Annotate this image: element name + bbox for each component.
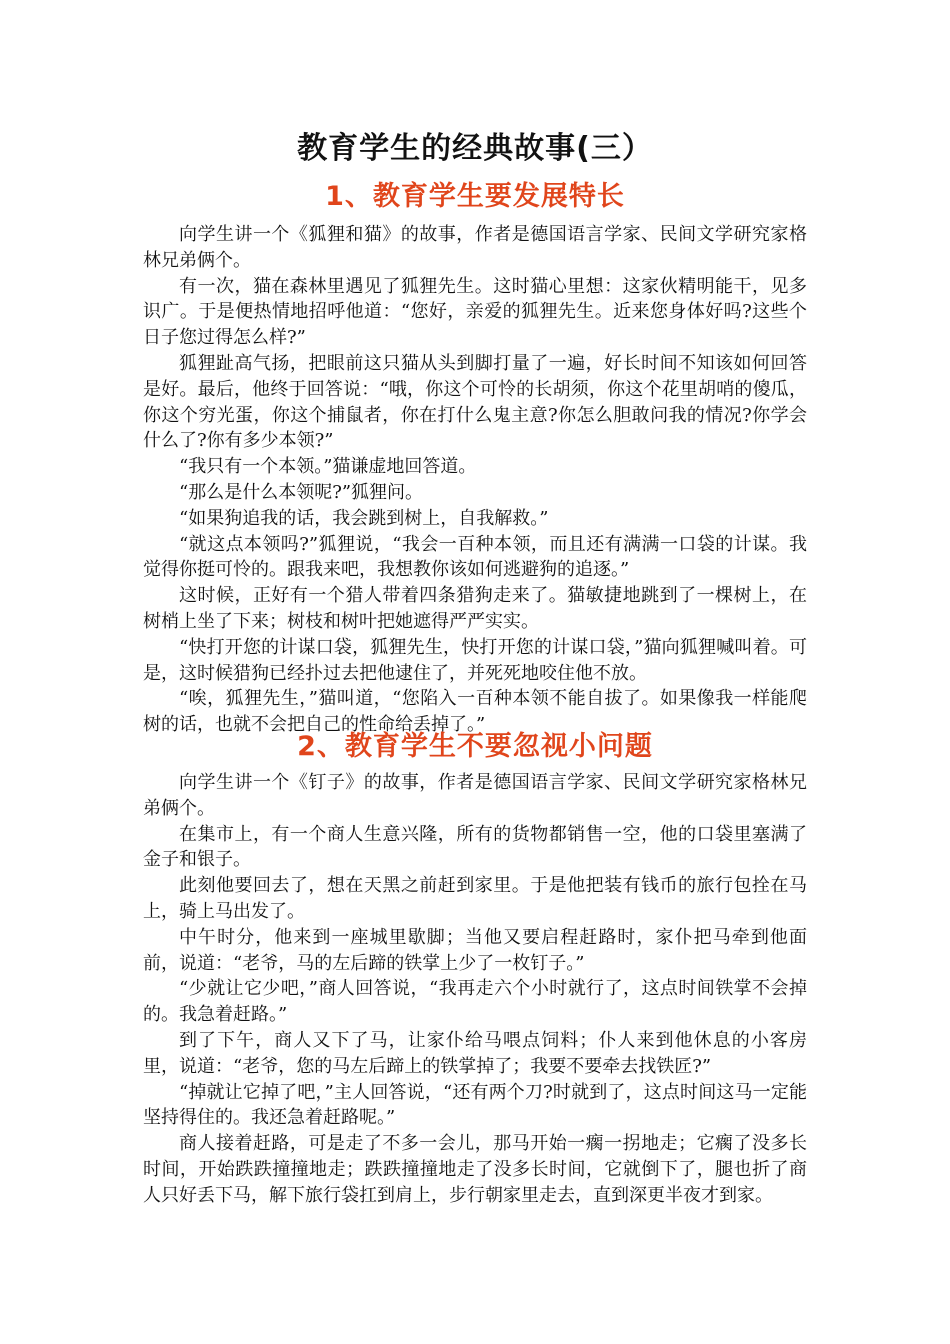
paragraph: “掉就让它掉了吧，”主人回答说，“还有两个刀?时就到了，这点时间这马一定能坚持得住的。我还急着赶路呢。” xyxy=(143,1081,807,1129)
document-title: 教育学生的经典故事(三） xyxy=(297,131,653,166)
section-heading-2: 2、教育学生不要忽视小问题 xyxy=(297,731,653,762)
paragraph: 到了下午，商人又下了马，让家仆给马喂点饲料；仆人来到他休息的小客房里，说道：“老爷，您的马左后蹄上的铁掌掉了；我要不要牵去找铁匠?” xyxy=(143,1029,807,1077)
paragraph: 向学生讲一个《钉子》的故事，作者是德国语言学家、民间文学研究家格林兄弟俩个。 xyxy=(143,772,807,819)
paragraph: “唉，狐狸先生，”猫叫道，“您陷入一百种本领不能自拔了。如果像我一样能爬树的话，也就不会把自己的性命给丢掉了。” xyxy=(143,688,807,736)
paragraph: 狐狸趾高气扬，把眼前这只猫从头到脚打量了一遍，好长时间不知该如何回答是好。最后，他终于回答说：“哦，你这个可怜的长胡须，你这个花里胡哨的傻瓜，你这个穷光蛋，你这个捕鼠者，你在打什么鬼主意?你怎么胆敢问我的情况?你学会什么了?你有多少本领?” xyxy=(143,352,807,452)
paragraph: “那么是什么本领呢?”狐狸问。 xyxy=(179,481,424,503)
paragraph: 有一次，猫在森林里遇见了狐狸先生。这时猫心里想：这家伙精明能干，见多识广。于是便热情地招呼他道：“您好，亲爱的狐狸先生。近来您身体好吗?这些个日子您过得怎么样?” xyxy=(143,275,807,349)
paragraph: “如果狗追我的话，我会跳到树上，自我解救。” xyxy=(179,507,549,529)
paragraph: “就这点本领吗?”狐狸说，“我会一百种本领，而且还有满满一口袋的计谋。我觉得你挺可怜的。跟我来吧，我想教你该如何逃避狗的追逐。” xyxy=(143,533,807,581)
section-heading-1: 1、教育学生要发展特长 xyxy=(325,181,625,212)
paragraph: 此刻他要回去了，想在天黑之前赶到家里。于是他把装有钱币的旅行包拴在马上，骑上马出发了。 xyxy=(143,875,807,922)
paragraph: “快打开您的计谋口袋，狐狸先生，快打开您的计谋口袋，”猫向狐狸喊叫着。可是，这时候猎狗已经扑过去把他逮住了，并死死地咬住他不放。 xyxy=(143,636,807,684)
paragraph: 这时候，正好有一个猎人带着四条猎狗走来了。猫敏捷地跳到了一棵树上，在树梢上坐了下来；树枝和树叶把她遮得严严实实。 xyxy=(143,585,807,632)
paragraph: 中午时分，他来到一座城里歇脚；当他又要启程赶路时，家仆把马牵到他面前，说道：“老爷，马的左后蹄的铁掌上少了一枚钉子。” xyxy=(143,926,807,974)
section-body-1 xyxy=(143,222,807,738)
section-body-2 xyxy=(143,770,807,1209)
paragraph: “我只有一个本领。”猫谦虚地回答道。 xyxy=(179,456,477,478)
paragraph: 向学生讲一个《狐狸和猫》的故事，作者是德国语言学家、民间文学研究家格林兄弟俩个。 xyxy=(143,224,807,271)
paragraph: 在集市上，有一个商人生意兴隆，所有的货物都销售一空，他的口袋里塞满了金子和银子。 xyxy=(143,823,807,871)
paragraph: “少就让它少吧，”商人回答说，“我再走六个小时就行了，这点时间铁掌不会掉的。我急着赶路。” xyxy=(143,978,807,1026)
paragraph: 商人接着赶路，可是走了不多一会儿，那马开始一瘸一拐地走；它瘸了没多长时间，开始跌跌撞撞地走；跌跌撞撞地走了没多长时间，它就倒下了，腿也折了商人只好丢下马，解下旅行袋扛到肩上，步行朝家里走去，直到深更半夜才到家。 xyxy=(143,1133,807,1206)
